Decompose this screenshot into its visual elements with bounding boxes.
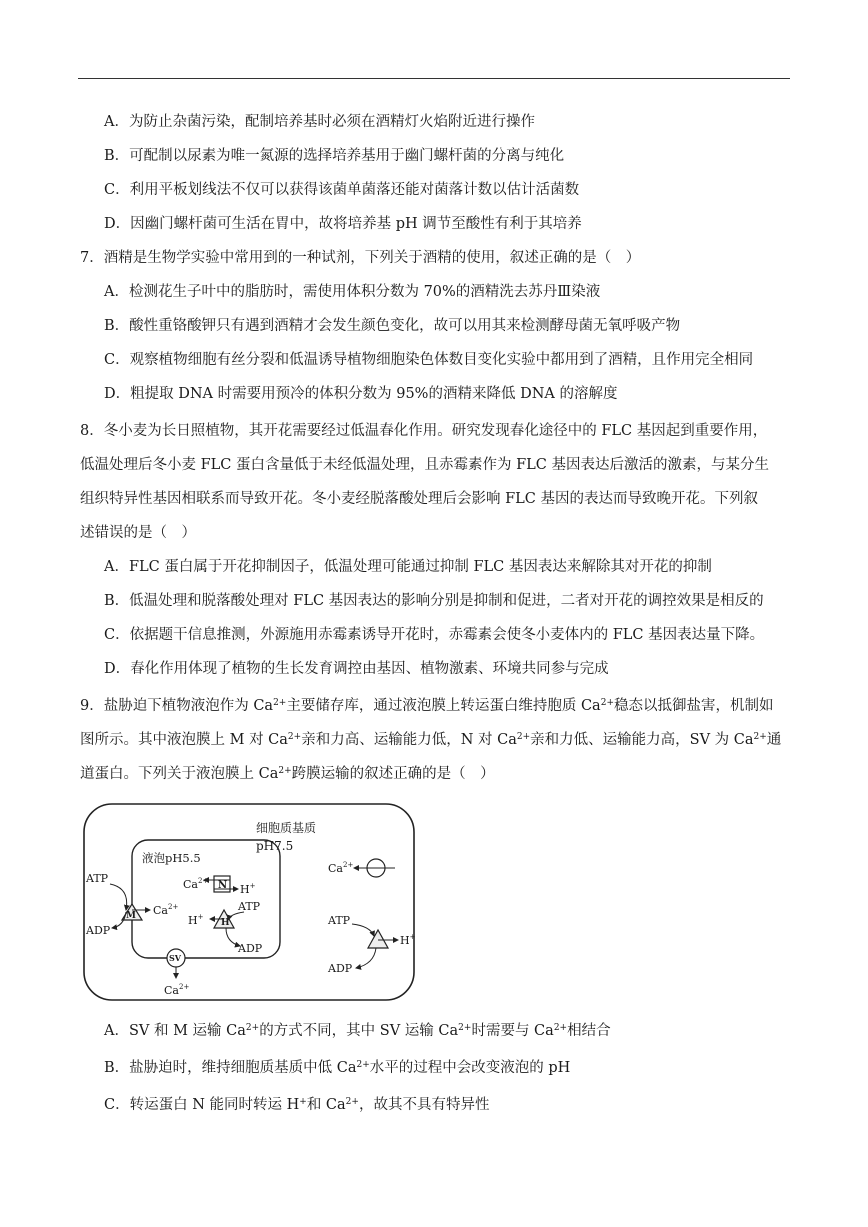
vacuole-calcium-transport-diagram — [80, 800, 420, 1005]
sv-ca-label: $Ca^{2+}$ — [164, 983, 190, 997]
q6-option-d: D．因幽门螺杆菌可生活在胃中，故将培养基 pH 调节至酸性有利于其培养 — [104, 216, 582, 232]
q8-option-a: A．FLC 蛋白属于开花抑制因子，低温处理可能通过抑制 FLC 基因表达来解除其对开花的抑制 — [104, 559, 712, 575]
atp-label-m: ATP — [86, 872, 109, 885]
svg-text:N: N — [218, 880, 228, 891]
q7-option-a: A．检测花生子叶中的脂肪时，需使用体积分数为 70%的酒精洗去苏丹Ⅲ染液 — [104, 284, 601, 300]
n-ca-label: $Ca^{2+}$ — [183, 877, 209, 891]
membrane-h-label: H+ — [400, 933, 416, 947]
q6-option-c: C．利用平板划线法不仅可以获得该菌单菌落还能对菌落计数以估计活菌数 — [104, 182, 580, 198]
q8-option-c: C．依据题干信息推测，外源施用赤霉素诱导开花时，赤霉素会使冬小麦体内的 FLC 基因表达量下降。 — [104, 627, 765, 643]
adp-label-m: ADP — [86, 924, 111, 937]
q7-stem: 7．酒精是生物学实验中常用到的一种试剂，下列关于酒精的使用，叙述正确的是（ ） — [80, 250, 641, 266]
q6-option-a: A．为防止杂菌污染，配制培养基时必须在酒精灯火焰附近进行操作 — [104, 114, 535, 130]
q6-option-b: B．可配制以尿素为唯一氮源的选择培养基用于幽门螺杆菌的分离与纯化 — [104, 148, 565, 164]
atp-label-membrane: ATP — [328, 914, 351, 927]
q7-option-c: C．观察植物细胞有丝分裂和低温诱导植物细胞染色体数目变化实验中都用到了酒精，且作用完全相同 — [104, 352, 754, 368]
q9-stem-line-2: 图所示。其中液泡膜上 M 对 $Ca^{2+}$亲和力高、运输能力低，N 对 $Ca^{2+}$亲和力低、运输能力高，SV 为 $Ca^{2+}$通 — [80, 732, 782, 748]
q8-stem-line-4: 述错误的是（ ） — [80, 525, 196, 541]
q7-option-d: D．粗提取 DNA 时需要用预冷的体积分数为 95%的酒精来降低 DNA 的溶解度 — [104, 386, 618, 402]
svg-text:H: H — [221, 918, 230, 928]
q9-option-a: A．SV 和 M 运输 $Ca^{2+}$的方式不同，其中 SV 运输 $Ca^{2+}$时需要与 $Ca^{2+}$相结合 — [104, 1023, 611, 1039]
svg-text:SV: SV — [169, 953, 181, 963]
q7-option-b: B．酸性重铬酸钾只有遇到酒精才会发生颜色变化，故可以用其来检测酵母菌无氧呼吸产物 — [104, 318, 681, 334]
vacuole-label: 液泡pH5.5 — [142, 851, 201, 865]
q8-option-b: B．低温处理和脱落酸处理对 FLC 基因表达的影响分别是抑制和促进，二者对开花的调控效果是相反的 — [104, 593, 764, 609]
n-h-label: H+ — [240, 882, 256, 896]
q8-stem-line-3: 组织特异性基因相联系而导致开花。冬小麦经脱落酸处理后会影响 FLC 基因的表达而导致晚开花。下列叙 — [80, 491, 758, 507]
membrane-ca-label: $Ca^{2+}$ — [328, 861, 354, 875]
q8-stem-line-2: 低温处理后冬小麦 FLC 蛋白含量低于未经低温处理，且赤霉素作为 FLC 基因表达后激活的激素，与某分生 — [80, 457, 770, 473]
cytoplasm-label: 细胞质基质 — [256, 821, 317, 835]
q9-option-c: C．转运蛋白 N 能同时转运 H+和 $Ca^{2+}$，故其不具有特异性 — [104, 1097, 490, 1113]
header-rule — [78, 78, 790, 79]
q8-stem-line-1: 8．冬小麦为长日照植物，其开花需要经过低温春化作用。研究发现春化途径中的 FLC 基因起到重要作用， — [80, 423, 768, 439]
cytoplasm-ph: pH7.5 — [256, 839, 294, 853]
adp-label-membrane: ADP — [328, 962, 353, 975]
h-in-label: H+ — [188, 913, 204, 927]
q9-stem-line-3: 道蛋白。下列关于液泡膜上 $Ca^{2+}$跨膜运输的叙述正确的是（ ） — [80, 766, 495, 782]
q9-stem-line-1: 9．盐胁迫下植物液泡作为 $Ca^{2+}$主要储存库，通过液泡膜上转运蛋白维持胞质 $Ca^{2+}$稳态以抵御盐害，机制如 — [80, 698, 774, 714]
q8-option-d: D．春化作用体现了植物的生长发育调控由基因、植物激素、环境共同参与完成 — [104, 661, 609, 677]
m-ca-label: $Ca^{2+}$ — [153, 903, 179, 917]
atp-label-h: ATP — [238, 900, 261, 913]
adp-label-h: ADP — [238, 942, 263, 955]
q9-option-b: B．盐胁迫时，维持细胞质基质中低 $Ca^{2+}$水平的过程中会改变液泡的 pH — [104, 1060, 571, 1076]
svg-text:M: M — [126, 911, 136, 921]
